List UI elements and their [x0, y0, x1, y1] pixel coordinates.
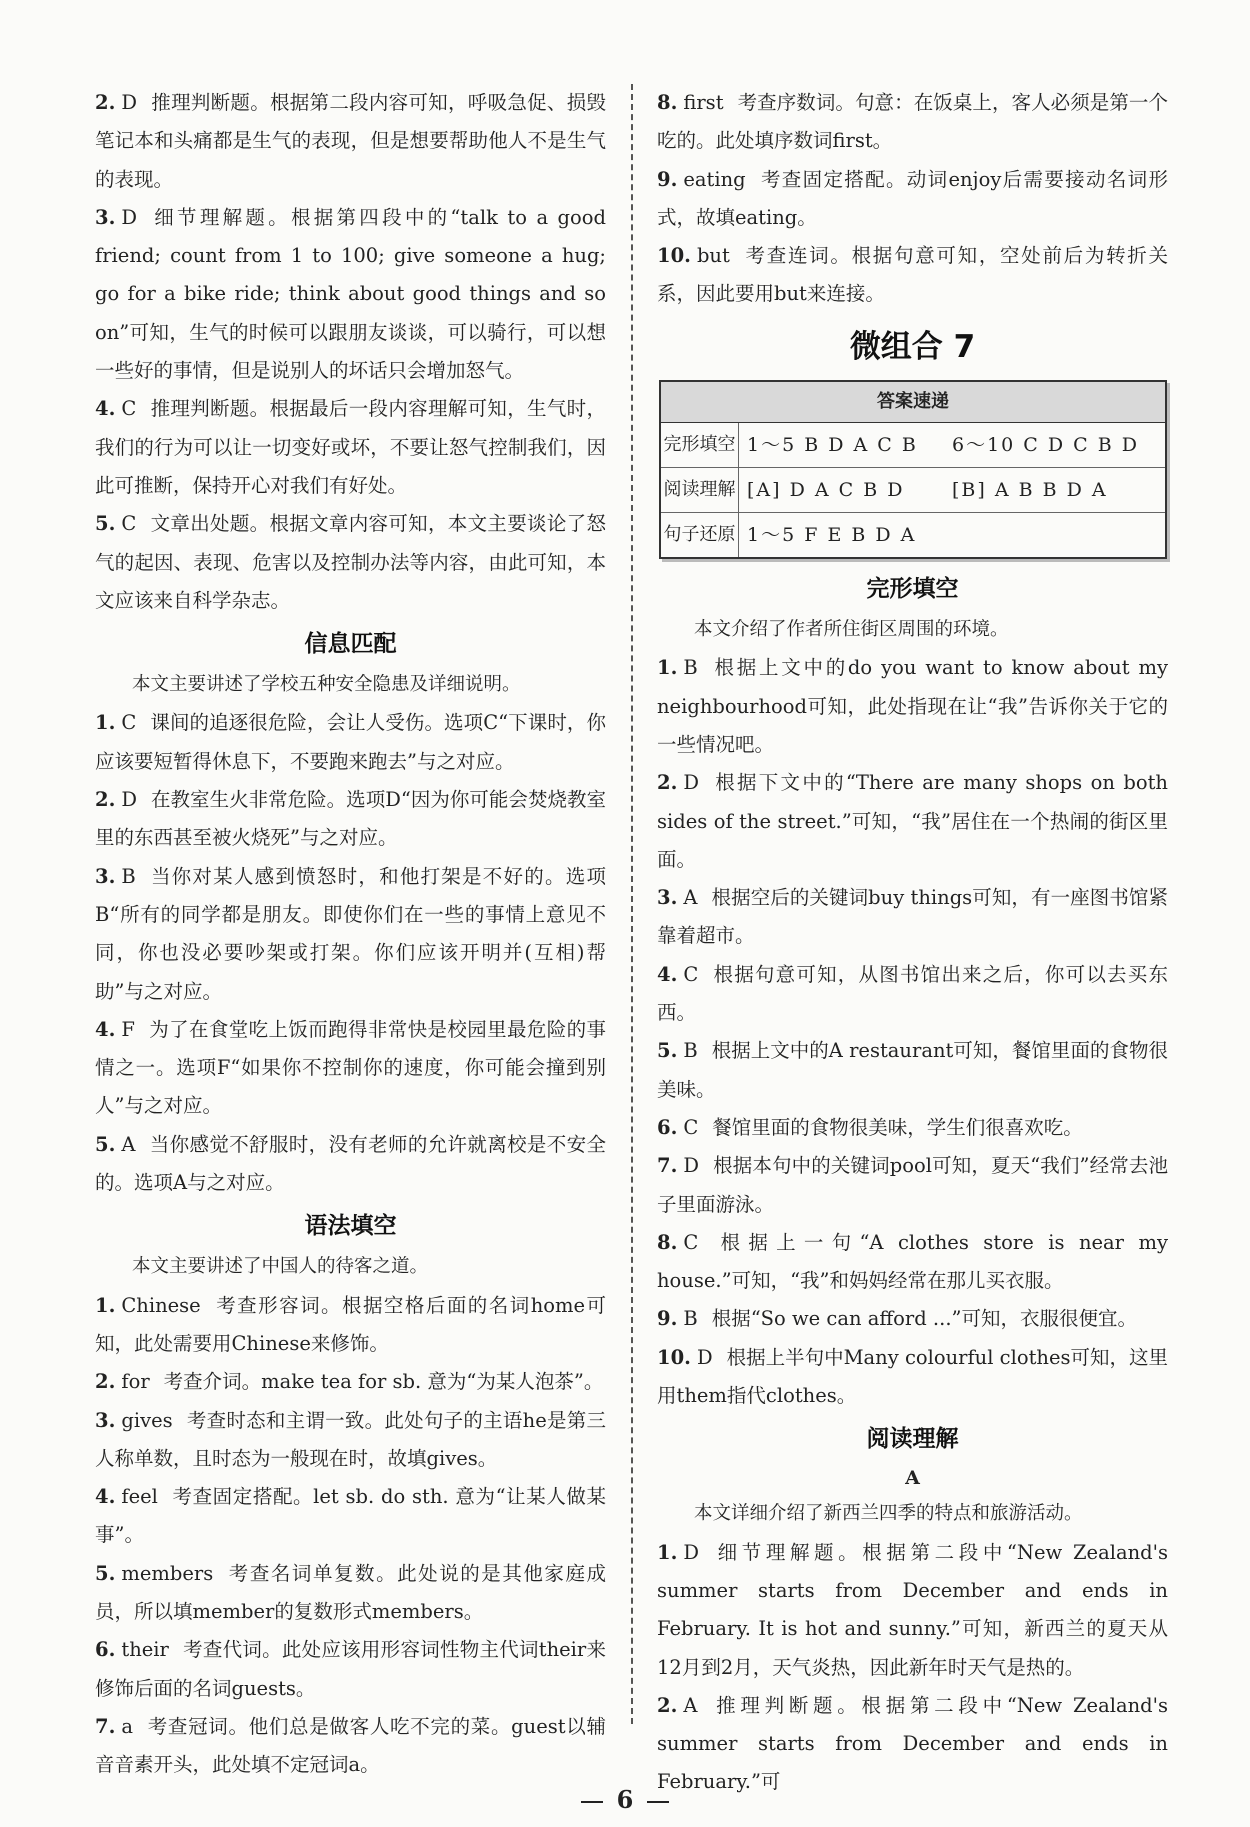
right-column — [657, 84, 1168, 1802]
answer-item: 8. first 考查序数词。句意：在饭桌上，客人必须是第一个吃的。此处填序数词first。 — [657, 91, 1168, 153]
answer-item: 9. B 根据“So we can afford ...”可知，衣服很便宜。 — [657, 1307, 1137, 1331]
answer-item: 4. feel 考查固定搭配。let sb. do sth. 意为“让某人做某事”。 — [95, 1485, 606, 1547]
section-title-grammar: 语法填空 — [304, 1213, 397, 1240]
column-divider — [631, 84, 633, 1724]
answer-item: 9. eating 考查固定搭配。动词enjoy后需要接动名词形式，故填eating。 — [657, 167, 1168, 229]
answer-item: 3. B 当你对某人感到愤怒时，和他打架是不好的。选项B“所有的同学都是朋友。即使你们在一些的事情上意见不同，你也没必要吵架或打架。你们应该开明并(互相)帮助”与之对应。 — [95, 864, 606, 1003]
items-a — [95, 84, 606, 620]
section-title-reading: 阅读理解 — [866, 1426, 959, 1453]
answer-item: 2. D 推理判断题。根据第二段内容可知，呼吸急促、损毁笔记本和头痛都是生气的表现，但是想要帮助他人不是生气的表现。 — [95, 91, 606, 191]
answer-item: 5. C 文章出处题。根据文章内容可知，本文主要谈论了怒气的起因、表现、危害以及控制办法等内容，由此可知，本文应该来自科学杂志。 — [95, 512, 606, 612]
answer-item: 7. D 根据本句中的关键词pool可知，夏天“我们”经常去池子里面游泳。 — [657, 1154, 1168, 1216]
section-intro: 本文主要讲述了学校五种安全隐患及详细说明。 — [132, 674, 521, 696]
section-title-cloze: 完形填空 — [866, 576, 959, 603]
answer-item: 3. D 细节理解题。根据第四段中的“talk to a good friend; count from 1 to 100; give someone a hug; go for a bike ride; think about good things and so on”可知，生气的时候可以跟朋友谈谈，可以骑行，可以想一些好的事情，但是说别人的坏话只会增加怒气。 — [95, 205, 606, 383]
group-title: 微组合 7 — [849, 328, 976, 365]
answer-item: 6. their 考查代词。此处应该用形容词性物主代词their来修饰后面的名词guests。 — [95, 1638, 606, 1700]
table-row: 句子还原 1～5 F E B D A — [660, 513, 1166, 559]
answer-item: 5. B 根据上文中的A restaurant可知，餐馆里面的食物很美味。 — [657, 1039, 1168, 1101]
answer-item: 4. F 为了在食堂吃上饭而跑得非常快是校园里最危险的事情之一。选项F“如果你不控制你的速度，你可能会撞到别人”与之对应。 — [95, 1017, 606, 1118]
answer-item: 1. D 细节理解题。根据第二段中“New Zealand's summer starts from December and ends in February. It is hot and sunny.”可知，新西兰的夏天从12月到2月，天气炎热，因此新年时天气是热的。 — [657, 1540, 1168, 1679]
page-number: 6 — [0, 1785, 1250, 1814]
footer-dash-right — [647, 1801, 669, 1803]
table-row: 阅读理解 [A] D A C B D [B] A B B D A — [660, 468, 1166, 513]
passage-label: A — [905, 1467, 920, 1490]
answer-item: 3. gives 考查时态和主谓一致。此处句子的主语he是第三人称单数，且时态为一般现在时，故填gives。 — [95, 1408, 606, 1470]
footer-dash-left — [581, 1801, 603, 1803]
answer-item: 2. D 在教室生火非常危险。选项D“因为你可能会焚烧教室里的东西甚至被火烧死”与之对应。 — [95, 788, 606, 850]
answer-item: 10. but 考查连词。根据句意可知，空处前后为转折关系，因此要用but来连接。 — [657, 244, 1168, 306]
answer-item: 2. A 推理判断题。根据第二段中“New Zealand's summer starts from December and ends in February.”可 — [657, 1693, 1168, 1794]
answer-item: 4. C 根据句意可知，从图书馆出来之后，你可以去买东西。 — [657, 962, 1168, 1025]
answer-item: 1. C 课间的追逐很危险，会让人受伤。选项C“下课时，你应该要短暂得休息下，不要跑来跑去”与之对应。 — [95, 711, 606, 773]
table-row: 完形填空 1～5 B D A C B 6～10 C D C B D — [660, 423, 1166, 468]
answer-item: 1. Chinese 考查形容词。根据空格后面的名词home可知，此处需要用Chinese来修饰。 — [95, 1293, 606, 1355]
answer-item: 2. D 根据下文中的“There are many shops on both sides of the street.”可知，“我”居住在一个热闹的街区里面。 — [657, 771, 1168, 871]
answer-item: 3. A 根据空后的关键词buy things可知，有一座图书馆紧靠着超市。 — [657, 886, 1168, 948]
answer-table-header: 答案速递 — [660, 381, 1166, 423]
answer-item: 2. for 考查介词。make tea for sb. 意为“为某人泡茶”。 — [95, 1370, 604, 1394]
answer-item: 6. C 餐馆里面的食物很美味，学生们很喜欢吃。 — [657, 1115, 1083, 1139]
section-intro: 本文介绍了作者所住街区周围的环境。 — [694, 619, 1009, 641]
answer-item: 5. A 当你感觉不舒服时，没有老师的允许就离校是不安全的。选项A与之对应。 — [95, 1132, 606, 1195]
answer-item: 8. C 根据上一句“A clothes store is near my house.”可知，“我”和妈妈经常在那儿买衣服。 — [657, 1230, 1168, 1293]
left-column — [95, 84, 606, 1784]
answer-item: 10. D 根据上半句中Many colourful clothes可知，这里用them指代clothes。 — [657, 1345, 1169, 1408]
answer-item: 4. C 推理判断题。根据最后一段内容理解可知，生气时，我们的行为可以让一切变好或坏，不要让怒气控制我们，因此可推断，保持开心对我们有好处。 — [95, 397, 606, 497]
section-intro: 本文主要讲述了中国人的待客之道。 — [132, 1256, 429, 1278]
answer-item: 1. B 根据上文中的do you want to know about my neighbourhood可知，此处指现在让“我”告诉你关于它的一些情况吧。 — [657, 656, 1168, 756]
answer-table — [659, 380, 1167, 559]
answer-item: 7. a 考查冠词。他们总是做客人吃不完的菜。guest以辅音音素开头，此处填不定冠词a。 — [95, 1714, 606, 1777]
answer-item: 5. members 考查名词单复数。此处说的是其他家庭成员，所以填member的复数形式members。 — [95, 1561, 606, 1623]
section-intro: 本文详细介绍了新西兰四季的特点和旅游活动。 — [694, 1503, 1083, 1525]
section-title-info-match: 信息匹配 — [304, 631, 397, 658]
